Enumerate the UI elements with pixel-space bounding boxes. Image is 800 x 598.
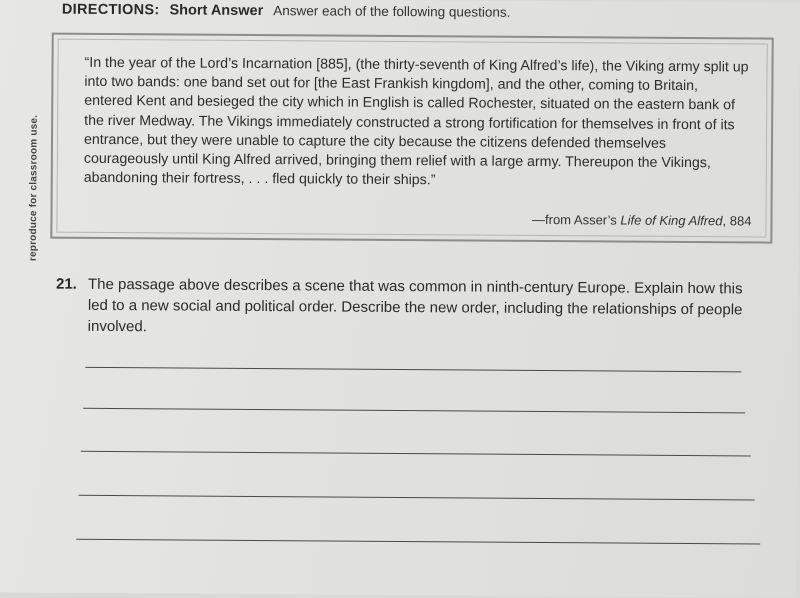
- answer-line-5[interactable]: [76, 539, 760, 545]
- passage-box: [50, 33, 773, 244]
- citation-title: Life of King Alfred: [620, 212, 723, 229]
- directions-subtitle: Short Answer: [169, 2, 264, 20]
- answer-line-4[interactable]: [79, 495, 755, 501]
- side-margin-note: reproduce for classroom use.: [27, 114, 40, 262]
- answer-line-1[interactable]: [85, 367, 741, 373]
- passage-inner-frame: [56, 39, 767, 238]
- answer-line-3[interactable]: [81, 451, 751, 457]
- question-21: [56, 274, 756, 342]
- answer-line-2[interactable]: [83, 408, 745, 414]
- directions-header: [62, 2, 511, 21]
- question-number: 21.: [55, 275, 77, 293]
- directions-label: DIRECTIONS:: [61, 1, 160, 19]
- passage-citation: [532, 212, 752, 229]
- directions-instruction: Answer each of the following questions.: [273, 3, 511, 20]
- passage-text: “In the year of the Lord’s Incarnation [885], (the thirty-seventh of King Alfred’s life), the Viking army split up into two bands: one band set out for [the East Frankish kingdom], and the other, coming to Britain, entered Kent and besieged the city which in English is called Rochester, situated on the eastern bank of the river Medway. The Vikings immediately constructed a strong fortification for themselves in front of its entrance, but they were unable to capture the city because the citizens defended themselves courageously until King Alfred arrived, bringing them relief with a large army. Thereupon the Vikings, abandoning their fortress, . . . fled quickly to their ships.”: [83, 54, 749, 189]
- citation-suffix: , 884: [722, 213, 752, 229]
- question-text: The passage above describes a scene that was common in ninth-century Europe. Explain how this led to a new social and political order. Describe the new order, including the relationships of people involved.: [87, 275, 743, 336]
- citation-prefix: —from Asser’s: [531, 211, 621, 228]
